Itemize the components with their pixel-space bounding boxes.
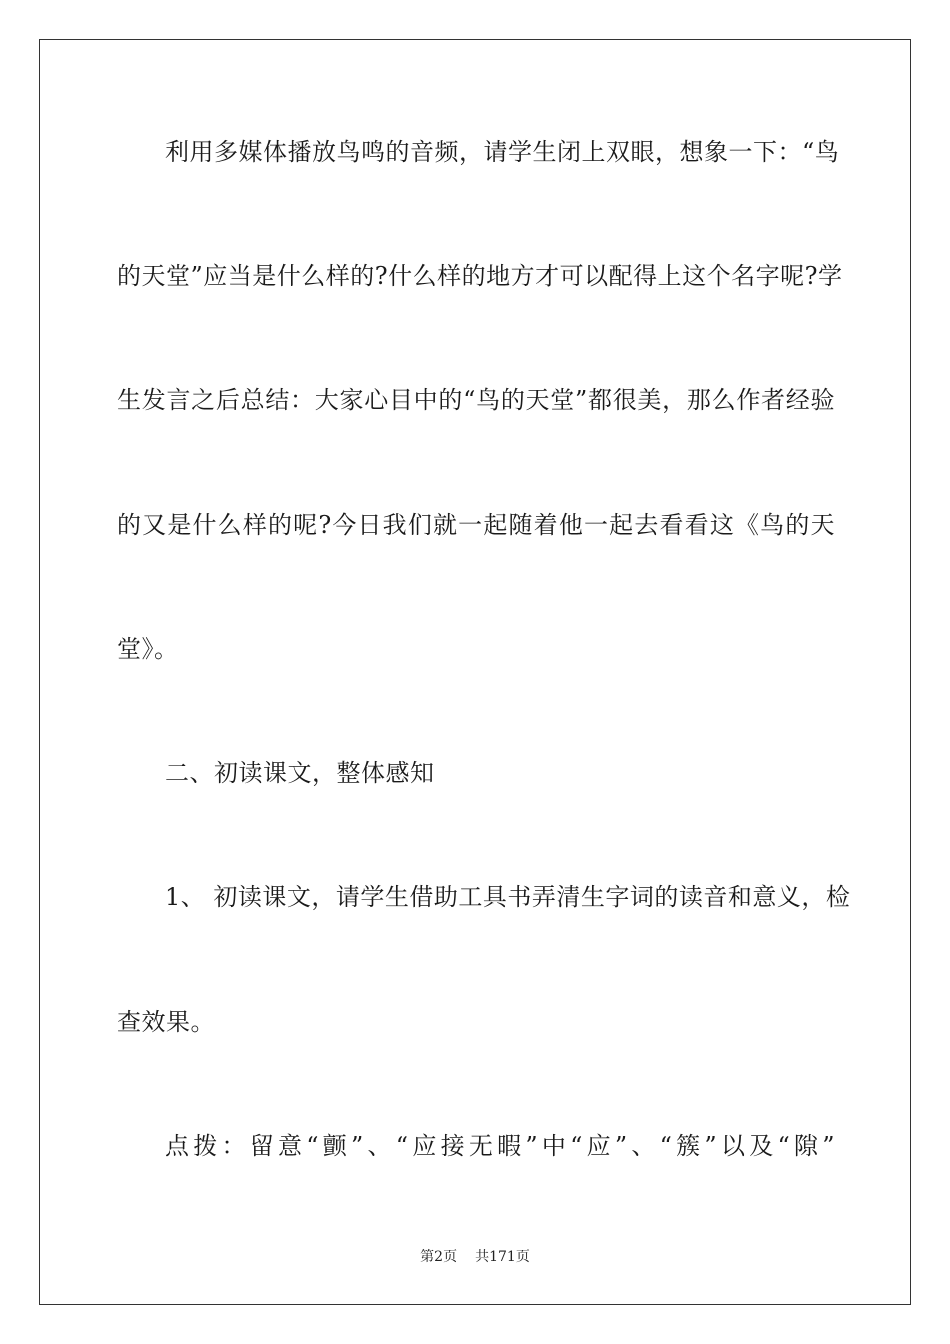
page-number: 第2页 — [420, 1249, 458, 1265]
section-heading: 二、初读课文，整体感知 — [165, 759, 435, 787]
paragraph-line: 查效果。 — [117, 1008, 215, 1036]
page-footer — [0, 1248, 950, 1266]
paragraph-line: 的天堂”应当是什么样的?什么样的地方才可以配得上这个名字呢?学 — [117, 262, 843, 290]
paragraph-line: 堂》。 — [117, 635, 179, 663]
paragraph-line: 1、 初读课文，请学生借助工具书弄清生字词的读音和意义，检 — [165, 883, 851, 911]
page-total: 共171页 — [475, 1249, 530, 1265]
paragraph-line: 利用多媒体播放鸟鸣的音频，请学生闭上双眼，想象一下：“鸟 — [165, 138, 840, 166]
paragraph-line: 点拨：留意“颤”、“应接无暇”中“应”、“簇”以及“隙” — [165, 1132, 835, 1160]
page-border — [39, 39, 911, 1305]
paragraph-line: 生发言之后总结：大家心目中的“鸟的天堂”都很美，那么作者经验 — [117, 386, 835, 414]
paragraph-line: 的又是什么样的呢?今日我们就一起随着他一起去看看这《鸟的天 — [117, 511, 835, 539]
